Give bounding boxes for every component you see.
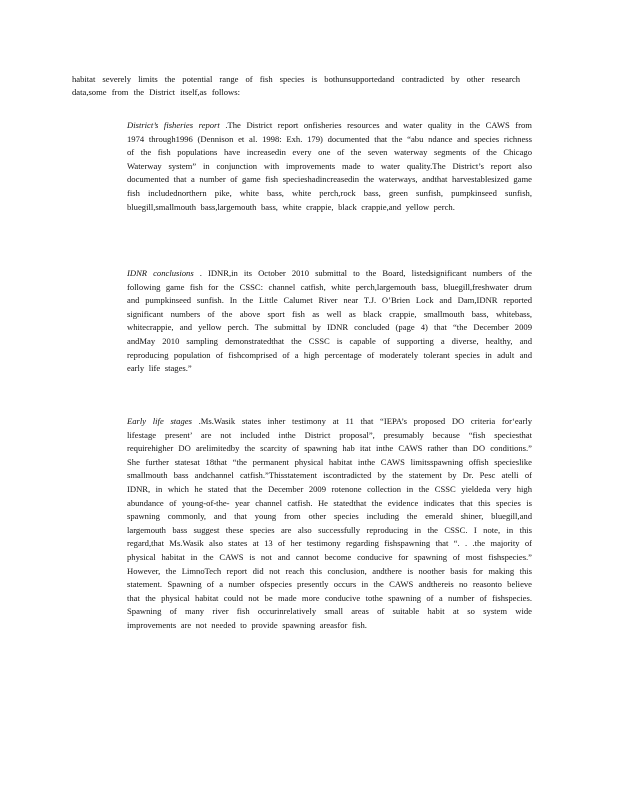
item-lead: Early life stages: [127, 416, 192, 426]
bullet-item-early-life-stages: [127, 415, 532, 633]
item-text: .Ms.Wasik states inher testimony at 11 that “IEPA’s proposed DO criteria for‘early lifestage present’ are not included inthe District proposal”, presumably because “fish speciesthat requirehigher DO arelimitedby the scarcity of spawning hab itat inthe CAWS rather than DO conditions.” She further statesat 18that “the permanent physical habitat inthe CAWS limitsspawning offish specieslike smallmouth bass andchannel catfish.”Thisstatement iscontradicted by the statement by Dr. Pesc atelli of IDNR, in which he stated that the December 2009 rotenone collection in the CSSC yieldeda very high abundance of young-of-the- year channel catfish. He statedthat the evidence indicates that this species is spawning commonly, and that young from other species including the emerald shiner, bluegill,and largemouth bass suggest these species are also successfully reproducing in the CSSC. I note, in this regard,that Ms.Wasik also states at 13 of her testimony regarding fishspawning that “. . .the majority of physical habitat in the CAWS is not and cannot become conducive for spawning of most fishspecies.” However, the LimnoTech report did not reach this conclusion, andthere is noother basis for making this statement. Spawning of a number ofspecies presently occurs in the CAWS andthereis no reasonto believe that the physical habitat could not be made more conducive tothe spawning of a number of fishspecies. Spawning of many river fish occurinrelatively small areas of suitable habit at so system wide improvements are not needed to provide spawning areasfor fish.: [127, 416, 532, 630]
bullet-item-idnr-conclusions: [127, 267, 532, 376]
bullet-icon: [108, 268, 118, 280]
item-text: . IDNR,in its October 2010 submittal to the Board, listedsignificant numbers of the following game fish for the CSSC: channel catfish, white perch,largemouth bass, bluegill,freshwater drum and pumpkinseed sunfish. In the Little Calumet River near T.J. O’Brien Lock and Dam,IDNR reported significant numbers of the above sport fish as well as black crappie, smallmouth bass, whitebass, whitecrappie, and yellow perch. The submittal by IDNR concluded (page 4) that “the December 2009 andMay 2010 sampling demonstratedthat the CSSC is capable of supporting a diverse, healthy, and reproducing population of fishcomprised of a high percentage of moderately tolerant species in adult and early life stages.”: [127, 268, 532, 374]
intro-paragraph: habitat severely limits the potential range of fish species is bothunsupportedand contradicted by other research data,some from the District itself,as follows:: [72, 74, 520, 98]
item-text: .The District report onfisheries resources and water quality in the CAWS from 1974 through1996 (Dennison et al. 1998: Exh. 179) documented that the “abu ndance and species richness of the fish populations have increasedin every one of the seven waterway segments of the Chicago Waterway system” in conjunction with improvements made to water quality.The District’s report also documented that a number of game fish specieshadincreasedin the waterways, andthat harvestablesized game fish includednorthern pike, white bass, white perch,rock bass, green sunfish, pumpkinseed sunfish, bluegill,smallmouth bass,largemouth bass, white crappie, black crappie,and yellow perch.: [127, 120, 532, 212]
item-lead: IDNR conclusions: [127, 268, 194, 278]
bullet-icon: [108, 120, 118, 132]
item-lead: District’s fisheries report: [127, 120, 220, 130]
bullet-icon: [108, 416, 118, 428]
bullet-item-fisheries-report: [127, 119, 532, 214]
